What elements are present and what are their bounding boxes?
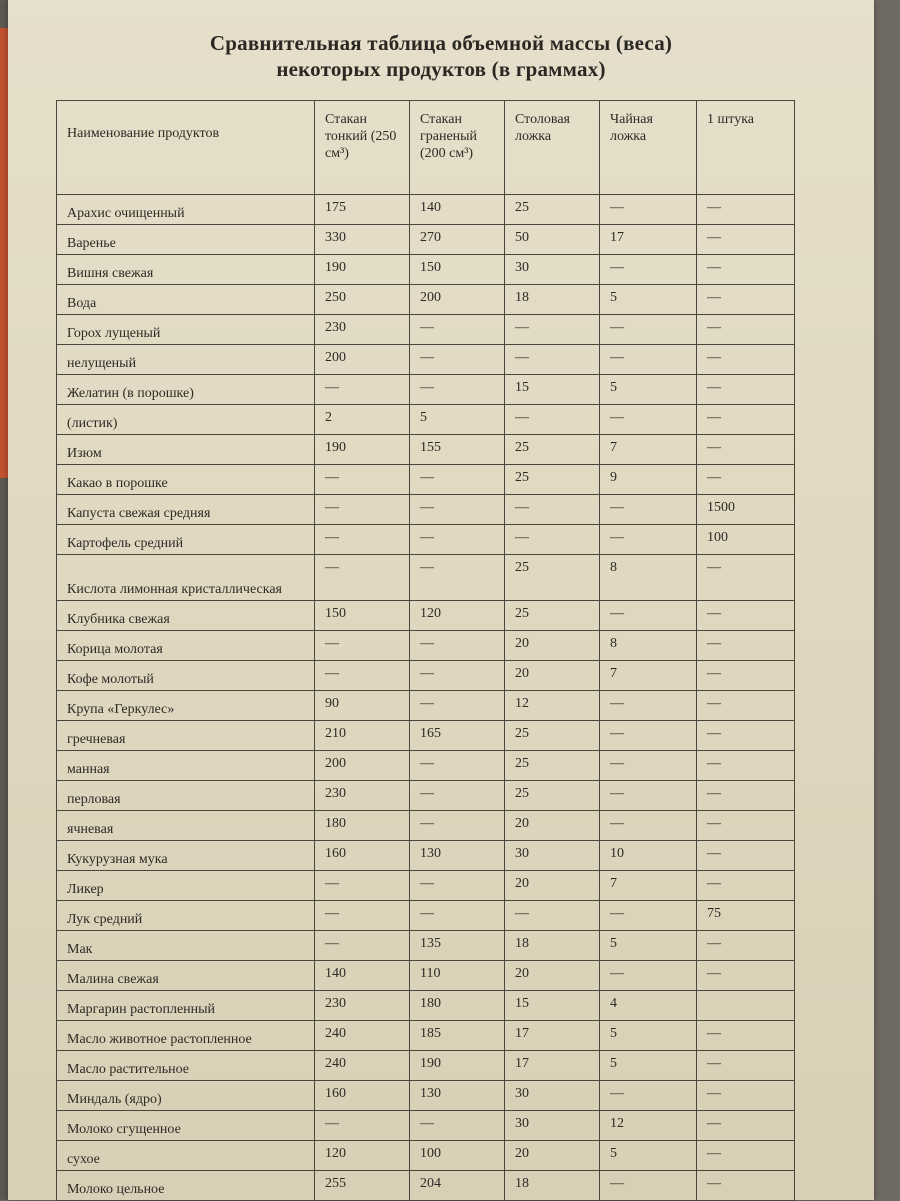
volume-weight-table [56,100,795,1201]
one-piece-cell: — [697,465,795,495]
teaspoon-cell: — [600,405,697,435]
tablespoon-cell: 25 [505,555,600,601]
thin-glass-cell: 200 [315,345,410,375]
one-piece-cell: — [697,751,795,781]
product-name-cell: Малина свежая [57,961,315,991]
table-row [57,931,795,961]
one-piece-cell: — [697,1111,795,1141]
product-name-cell: Клубника свежая [57,601,315,631]
faceted-glass-cell: — [410,751,505,781]
faceted-glass-cell: — [410,781,505,811]
table-row [57,495,795,525]
table-row [57,465,795,495]
product-name-cell: Капуста свежая средняя [57,495,315,525]
product-name-cell: Арахис очищенный [57,195,315,225]
thin-glass-cell: 255 [315,1171,410,1201]
faceted-glass-cell: 204 [410,1171,505,1201]
table-header-row [57,101,795,195]
teaspoon-cell: — [600,345,697,375]
teaspoon-cell: 5 [600,1051,697,1081]
one-piece-cell: — [697,931,795,961]
tablespoon-cell: 20 [505,871,600,901]
one-piece-cell: — [697,781,795,811]
one-piece-cell: — [697,1051,795,1081]
thin-glass-cell: — [315,555,410,601]
teaspoon-cell: — [600,315,697,345]
one-piece-cell: — [697,1081,795,1111]
product-name-cell: Молоко цельное [57,1171,315,1201]
teaspoon-cell: — [600,691,697,721]
title-line-1: Сравнительная таблица объемной массы (веса) [209,31,673,55]
one-piece-cell: 1500 [697,495,795,525]
product-name-cell: Варенье [57,225,315,255]
table-row [57,751,795,781]
teaspoon-cell: 4 [600,991,697,1021]
teaspoon-cell: 5 [600,1141,697,1171]
tablespoon-cell: 25 [505,465,600,495]
tablespoon-cell: 25 [505,195,600,225]
thin-glass-cell: — [315,871,410,901]
tablespoon-cell: 20 [505,631,600,661]
one-piece-cell: — [697,631,795,661]
tablespoon-cell: 20 [505,1141,600,1171]
thin-glass-cell: 200 [315,751,410,781]
faceted-glass-cell: 165 [410,721,505,751]
thin-glass-cell: 120 [315,1141,410,1171]
product-name-cell: Мак [57,931,315,961]
product-name-cell: Молоко сгущенное [57,1111,315,1141]
one-piece-cell: — [697,1021,795,1051]
teaspoon-cell: — [600,961,697,991]
header-one-piece: 1 штука [697,101,795,195]
page-title [8,30,874,82]
teaspoon-cell: — [600,601,697,631]
one-piece-cell: — [697,1171,795,1201]
thin-glass-cell: — [315,495,410,525]
thin-glass-cell: — [315,931,410,961]
teaspoon-cell: — [600,195,697,225]
table-row [57,375,795,405]
one-piece-cell: — [697,961,795,991]
one-piece-cell: — [697,811,795,841]
thin-glass-cell: 230 [315,991,410,1021]
tablespoon-cell: 30 [505,1111,600,1141]
table-body [57,195,795,1201]
thin-glass-cell: — [315,901,410,931]
product-name-cell: Вода [57,285,315,315]
thin-glass-cell: 210 [315,721,410,751]
faceted-glass-cell: 155 [410,435,505,465]
teaspoon-cell: 5 [600,375,697,405]
header-thin-glass: Стакан тонкий (250 см³) [315,101,410,195]
table-row [57,435,795,465]
thin-glass-cell: 230 [315,781,410,811]
tablespoon-cell: 25 [505,721,600,751]
teaspoon-cell: 5 [600,931,697,961]
one-piece-cell: — [697,661,795,691]
faceted-glass-cell: 130 [410,841,505,871]
table-row [57,285,795,315]
tablespoon-cell: 25 [505,435,600,465]
thin-glass-cell: 90 [315,691,410,721]
product-name-cell: Кукурузная мука [57,841,315,871]
one-piece-cell: — [697,315,795,345]
teaspoon-cell: 7 [600,435,697,465]
faceted-glass-cell: — [410,345,505,375]
table-row [57,631,795,661]
teaspoon-cell: — [600,255,697,285]
faceted-glass-cell: — [410,495,505,525]
faceted-glass-cell: — [410,555,505,601]
table-row [57,315,795,345]
title-line-2: некоторых продуктов (в граммах) [276,57,606,81]
table-row [57,555,795,601]
thin-glass-cell: 240 [315,1021,410,1051]
one-piece-cell: — [697,601,795,631]
teaspoon-cell: — [600,901,697,931]
teaspoon-cell: 9 [600,465,697,495]
header-faceted-glass: Стакан граненый (200 см³) [410,101,505,195]
one-piece-cell: — [697,435,795,465]
faceted-glass-cell: — [410,465,505,495]
faceted-glass-cell: 150 [410,255,505,285]
one-piece-cell: — [697,255,795,285]
table-row [57,721,795,751]
one-piece-cell: — [697,405,795,435]
teaspoon-cell: 8 [600,631,697,661]
tablespoon-cell: — [505,525,600,555]
faceted-glass-cell: 120 [410,601,505,631]
product-name-cell: Кислота лимонная кристаллическая [57,555,315,601]
teaspoon-cell: 10 [600,841,697,871]
product-name-cell: Лук средний [57,901,315,931]
one-piece-cell: — [697,195,795,225]
faceted-glass-cell: 180 [410,991,505,1021]
teaspoon-cell: — [600,811,697,841]
teaspoon-cell: — [600,1081,697,1111]
product-name-cell: Какао в порошке [57,465,315,495]
table-row [57,841,795,871]
tablespoon-cell: 17 [505,1051,600,1081]
tablespoon-cell: 25 [505,601,600,631]
one-piece-cell: — [697,871,795,901]
table-row [57,1051,795,1081]
tablespoon-cell: 20 [505,661,600,691]
product-name-cell: перловая [57,781,315,811]
one-piece-cell [697,991,795,1021]
teaspoon-cell: — [600,751,697,781]
table-row [57,525,795,555]
faceted-glass-cell: 5 [410,405,505,435]
product-name-cell: Масло животное растопленное [57,1021,315,1051]
product-name-cell: гречневая [57,721,315,751]
thin-glass-cell: — [315,525,410,555]
product-name-cell: ячневая [57,811,315,841]
thin-glass-cell: 190 [315,255,410,285]
tablespoon-cell: 30 [505,255,600,285]
one-piece-cell: — [697,841,795,871]
teaspoon-cell: 7 [600,661,697,691]
thin-glass-cell: 250 [315,285,410,315]
teaspoon-cell: 5 [600,285,697,315]
faceted-glass-cell: 270 [410,225,505,255]
faceted-glass-cell: — [410,525,505,555]
thin-glass-cell: — [315,631,410,661]
thin-glass-cell: 330 [315,225,410,255]
one-piece-cell: — [697,721,795,751]
product-name-cell: Кофе молотый [57,661,315,691]
product-name-cell: сухое [57,1141,315,1171]
one-piece-cell: — [697,345,795,375]
table-row [57,405,795,435]
table-row [57,871,795,901]
paper-sheet [8,0,874,1200]
one-piece-cell: — [697,1141,795,1171]
table-row [57,345,795,375]
header-tablespoon: Столовая ложка [505,101,600,195]
product-name-cell: Вишня свежая [57,255,315,285]
thin-glass-cell: — [315,1111,410,1141]
tablespoon-cell: 17 [505,1021,600,1051]
faceted-glass-cell: 100 [410,1141,505,1171]
teaspoon-cell: — [600,1171,697,1201]
product-name-cell: Изюм [57,435,315,465]
table-row [57,1081,795,1111]
teaspoon-cell: — [600,495,697,525]
faceted-glass-cell: 190 [410,1051,505,1081]
one-piece-cell: — [697,375,795,405]
product-name-cell: Маргарин растопленный [57,991,315,1021]
faceted-glass-cell: — [410,375,505,405]
faceted-glass-cell: 110 [410,961,505,991]
one-piece-cell: — [697,555,795,601]
tablespoon-cell: 18 [505,931,600,961]
thin-glass-cell: 150 [315,601,410,631]
product-name-cell: Миндаль (ядро) [57,1081,315,1111]
product-name-cell: нелущеный [57,345,315,375]
product-name-cell: Картофель средний [57,525,315,555]
tablespoon-cell: — [505,495,600,525]
teaspoon-cell: 8 [600,555,697,601]
thin-glass-cell: 160 [315,1081,410,1111]
faceted-glass-cell: 130 [410,1081,505,1111]
table-row [57,901,795,931]
product-name-cell: Корица молотая [57,631,315,661]
tablespoon-cell: 15 [505,375,600,405]
thin-glass-cell: 180 [315,811,410,841]
faceted-glass-cell: — [410,811,505,841]
table-row [57,991,795,1021]
one-piece-cell: 100 [697,525,795,555]
table-row [57,661,795,691]
table-row [57,1141,795,1171]
thin-glass-cell: 140 [315,961,410,991]
thin-glass-cell: 160 [315,841,410,871]
thin-glass-cell: 240 [315,1051,410,1081]
one-piece-cell: 75 [697,901,795,931]
faceted-glass-cell: — [410,631,505,661]
header-product-name: Наименование продуктов [57,101,315,195]
teaspoon-cell: — [600,721,697,751]
tablespoon-cell: — [505,315,600,345]
product-name-cell: Горох лущеный [57,315,315,345]
faceted-glass-cell: 140 [410,195,505,225]
teaspoon-cell: 17 [600,225,697,255]
thin-glass-cell: — [315,465,410,495]
table-row [57,1111,795,1141]
table-row [57,601,795,631]
tablespoon-cell: 12 [505,691,600,721]
table-row [57,255,795,285]
tablespoon-cell: — [505,901,600,931]
product-name-cell: манная [57,751,315,781]
thin-glass-cell: 230 [315,315,410,345]
thin-glass-cell: 190 [315,435,410,465]
faceted-glass-cell: — [410,871,505,901]
one-piece-cell: — [697,225,795,255]
one-piece-cell: — [697,691,795,721]
faceted-glass-cell: 200 [410,285,505,315]
tablespoon-cell: 50 [505,225,600,255]
tablespoon-cell: 15 [505,991,600,1021]
product-name-cell: Желатин (в порошке) [57,375,315,405]
product-name-cell: (листик) [57,405,315,435]
tablespoon-cell: 25 [505,751,600,781]
tablespoon-cell: 20 [505,961,600,991]
tablespoon-cell: 18 [505,285,600,315]
tablespoon-cell: 25 [505,781,600,811]
table-row [57,781,795,811]
teaspoon-cell: 7 [600,871,697,901]
faceted-glass-cell: — [410,315,505,345]
tablespoon-cell: — [505,345,600,375]
product-name-cell: Масло растительное [57,1051,315,1081]
product-name-cell: Ликер [57,871,315,901]
table-row [57,811,795,841]
faceted-glass-cell: — [410,661,505,691]
table-row [57,225,795,255]
tablespoon-cell: 18 [505,1171,600,1201]
table-row [57,1171,795,1201]
table-row [57,195,795,225]
faceted-glass-cell: 135 [410,931,505,961]
thin-glass-cell: — [315,661,410,691]
thin-glass-cell: — [315,375,410,405]
faceted-glass-cell: — [410,1111,505,1141]
table-row [57,691,795,721]
table-row [57,961,795,991]
faceted-glass-cell: — [410,691,505,721]
teaspoon-cell: 5 [600,1021,697,1051]
teaspoon-cell: 12 [600,1111,697,1141]
table-row [57,1021,795,1051]
tablespoon-cell: 20 [505,811,600,841]
one-piece-cell: — [697,285,795,315]
faceted-glass-cell: 185 [410,1021,505,1051]
teaspoon-cell: — [600,525,697,555]
thin-glass-cell: 2 [315,405,410,435]
tablespoon-cell: 30 [505,841,600,871]
thin-glass-cell: 175 [315,195,410,225]
header-teaspoon: Чайная ложка [600,101,697,195]
tablespoon-cell: — [505,405,600,435]
tablespoon-cell: 30 [505,1081,600,1111]
product-name-cell: Крупа «Геркулес» [57,691,315,721]
teaspoon-cell: — [600,781,697,811]
faceted-glass-cell: — [410,901,505,931]
